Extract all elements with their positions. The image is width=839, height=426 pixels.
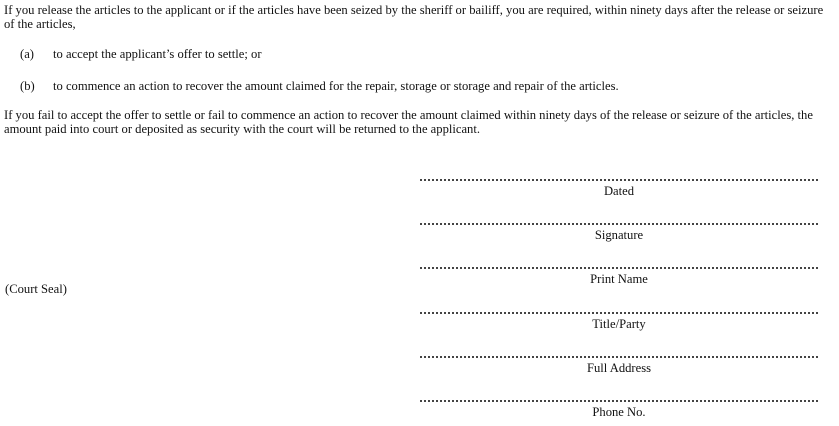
full-address-line xyxy=(420,344,818,358)
clause-b-text: to commence an action to recover the amount claimed for the repair, storage or storage and repair of the articles. xyxy=(53,79,619,93)
title-party-label: Title/Party xyxy=(592,317,646,331)
clause-a xyxy=(20,47,262,61)
closing-paragraph: If you fail to accept the offer to settle or fail to commence an action to recover the amount claimed within ninety days of the release or seizure of the articles, the amount paid into court or deposited as security with the court will be returned to the applicant. xyxy=(4,108,813,136)
print-name-field xyxy=(420,255,818,286)
dated-field xyxy=(420,167,818,198)
dated-label: Dated xyxy=(603,184,635,198)
phone-no-line xyxy=(420,388,818,402)
phone-no-field xyxy=(420,388,818,419)
clause-b-label: (b) xyxy=(20,79,35,93)
court-seal-label: (Court Seal) xyxy=(5,282,67,296)
signature-label: Signature xyxy=(594,228,644,242)
title-party-field xyxy=(420,300,818,331)
intro-paragraph: If you release the articles to the applicant or if the articles have been seized by the sheriff or bailiff, you are required, within ninety days after the release or seizure of the articles, xyxy=(4,3,824,31)
full-address-label: Full Address xyxy=(586,361,652,375)
print-name-label: Print Name xyxy=(590,272,648,286)
clause-a-text: to accept the applicant’s offer to settle; or xyxy=(53,47,262,61)
full-address-field xyxy=(420,344,818,375)
clause-a-label: (a) xyxy=(20,47,34,61)
phone-no-label: Phone No. xyxy=(592,405,646,419)
signature-field xyxy=(420,211,818,242)
dated-line xyxy=(420,167,818,181)
print-name-line xyxy=(420,255,818,269)
title-party-line xyxy=(420,300,818,314)
signature-line xyxy=(420,211,818,225)
clause-b xyxy=(20,79,619,93)
